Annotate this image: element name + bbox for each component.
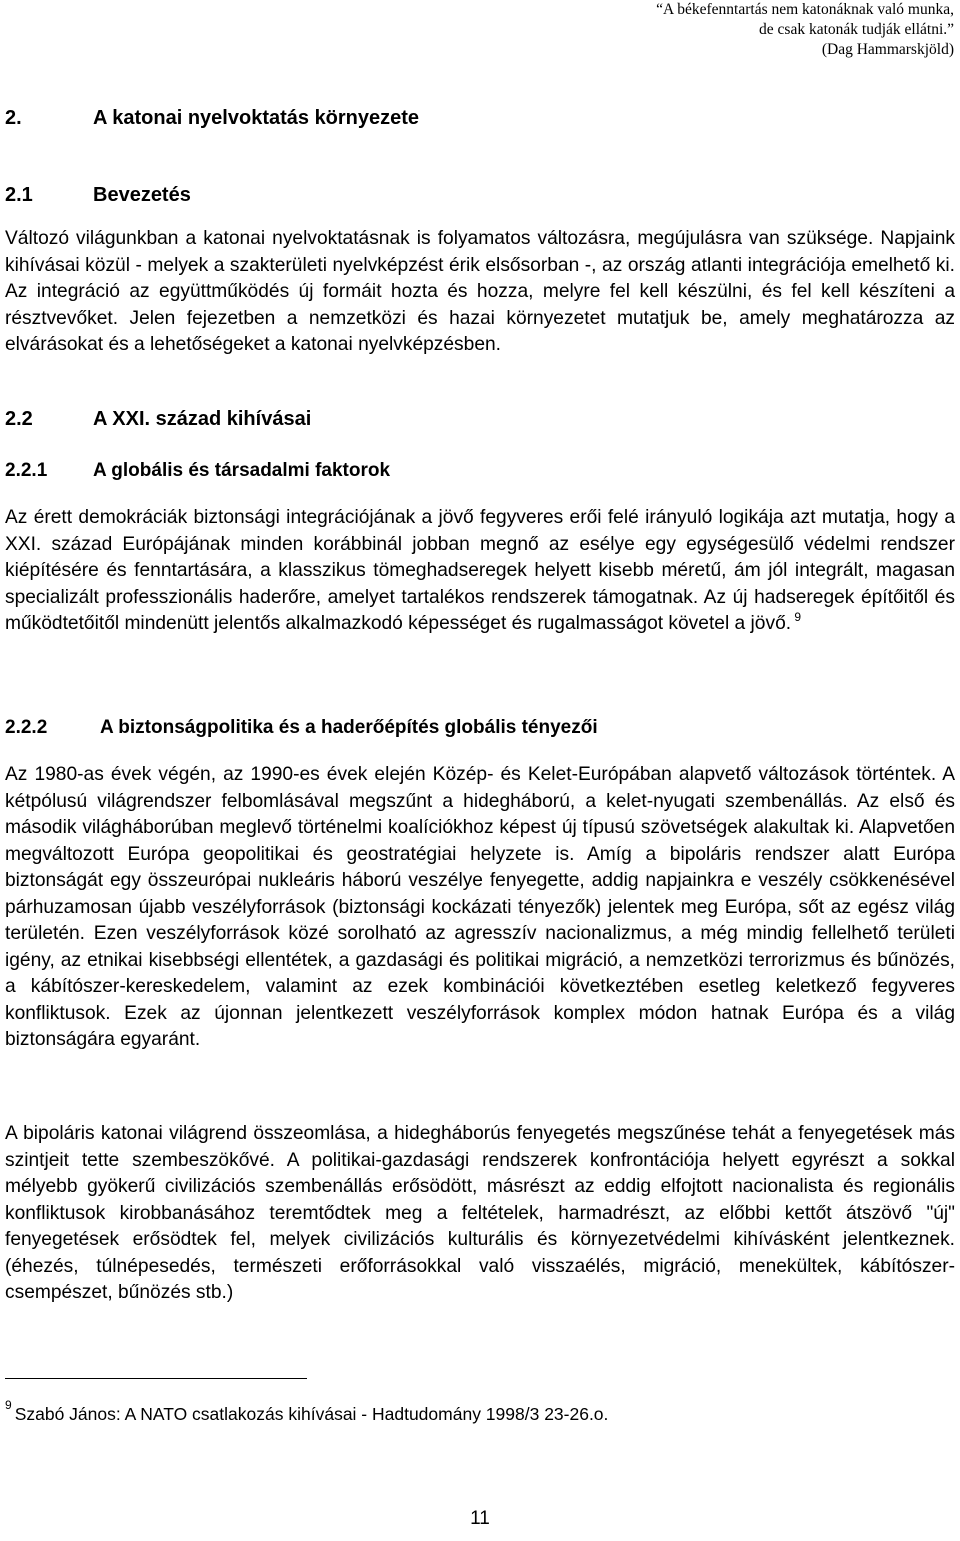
footnote-text: Szabó János: A NATO csatlakozás kihívásai - Hadtudomány 1998/3 23-26.o. (14, 1403, 609, 1424)
heading-number: 2. (5, 107, 22, 129)
epigraph-line-1: “A békefenntartás nem katonáknak való munka, (656, 1, 954, 18)
paragraph-text: Az érett demokráciák biztonsági integrációjának a jövő fegyveres erői felé irányuló logikája azt mutatja, hogy a XXI. század Európájának minden korábbinál jobban megnő az esélye egy egységesülő védelmi rendszer kiépítésére és fenntartására, a klasszikus tömeghadseregek helyett kisebb méretű, ám jól integrált, magasan specializált professzionális haderőre, amelyet tartalékos rendszerek támogatnak. Az új hadseregek építőitől és működtetőitől mindenütt jelentős alkalmazkodó képességet és rugalmasságot követel a jövő. (5, 507, 955, 634)
heading-title: A globális és társadalmi faktorok (93, 460, 391, 481)
heading-section-2-2 (5, 408, 311, 431)
epigraph (534, 0, 954, 60)
heading-number: 2.2.2 (5, 717, 48, 738)
heading-section-2-2-2 (5, 717, 598, 739)
heading-title: A XXI. század kihívásai (93, 408, 312, 430)
epigraph-line-2: de csak katonák tudják ellátni.” (759, 21, 954, 38)
footnote-reference: 9 (794, 609, 802, 624)
heading-number: 2.2.1 (5, 460, 48, 481)
heading-number: 2.1 (5, 184, 33, 206)
heading-title: A biztonságpolitika és a haderőépítés globális tényezői (100, 717, 598, 738)
heading-chapter-2 (5, 107, 419, 130)
paragraph-global-factors (5, 505, 955, 638)
page-number: 11 (470, 1508, 490, 1529)
heading-title: A katonai nyelvoktatás környezete (93, 107, 420, 129)
footnote-number: 9 (5, 1398, 12, 1412)
heading-section-2-2-1 (5, 460, 390, 482)
heading-number: 2.2 (5, 408, 33, 430)
heading-title: Bevezetés (93, 184, 191, 206)
paragraph-bipolar-collapse: A bipoláris katonai világrend összeomlása, a hidegháborús fenyegetés megszűnése tehát a fenyegetések más szintjeit tette szembeszökővé. A politikai-gazdasági rendszerek konfrontációja helyett egyrészt a sokkal mélyebb gyökerű civilizációs szembenállás erősödött, másrészt az eddig elfojtott nacionalista és regionális konfliktusok kirobbanásához teremtődtek meg a feltételek, harmadrészt, az előbbi kettőt átszövő "új" fenyegetések erősödtek fel, melyek civilizációs kulturális és környezetvédelmi kihívásként jelentkeznek. (éhezés, túlnépesedés, természeti erőforrásokkal való visszaélés, migráció, menekültek, kábítószer-csempészet, bűnözés stb.) (5, 1123, 955, 1303)
footnote (5, 1398, 609, 1425)
paragraph-intro: Változó világunkban a katonai nyelvoktatásnak is folyamatos változásra, megújulásra van szüksége. Napjaink kihívásai közül - melyek a szakterületi nyelvképzést érik elsősorban -, az ország atlanti integrációja emelhető ki. Az integráció az együttműködés új formáit hozta és hozza, melyre fel kell készülni, és fel kell készíteni a résztvevőket. Jelen fejezetben a nemzetközi és hazai környezetet mutatjuk be, amely meghatározza az elvárásokat és a lehetőségeket a katonai nyelvképzésben. (5, 228, 955, 355)
footnote-separator (5, 1378, 307, 1379)
heading-section-2-1 (5, 184, 191, 207)
paragraph-security-policy: Az 1980-as évek végén, az 1990-es évek elején Közép- és Kelet-Európában alapvető változások történtek. A kétpólusú világrendszer felbomlásával megszűnt a hidegháború, a kelet-nyugati szembenállás. Az első és második világháborúban meglevő történelmi koalíciókhoz képest új típusú szövetségek alakultak ki. Alapvetően megváltozott Európa geopolitikai és geostratégiai helyzete is. Amíg a bipoláris rendszer alatt Európa biztonságát egy összeurópai nukleáris háború veszélye fenyegette, addig napjainkra e veszély csökkenésével párhuzamosan újabb veszélyforrások (biztonsági kockázati tényezők) jelentek meg Európa, sőt az egész világ területén. Ezen veszélyforrások közé sorolható az agresszív nacionalizmus, a még mindig fellelhető területi igény, az etnikai kisebbségi ellentétek, a gazdasági és politikai migráció, a nemzetközi terrorizmus és bűnözés, a kábítószer-kereskedelem, valamint az ezek kombinációi következtében esetleg keletkező fegyveres konfliktusok. Ezek az újonnan jelentkezett veszélyforrások komplex módon hatnak Európa és a világ biztonságára egyaránt. (5, 764, 955, 1050)
epigraph-attribution: (Dag Hammarskjöld) (821, 41, 954, 58)
